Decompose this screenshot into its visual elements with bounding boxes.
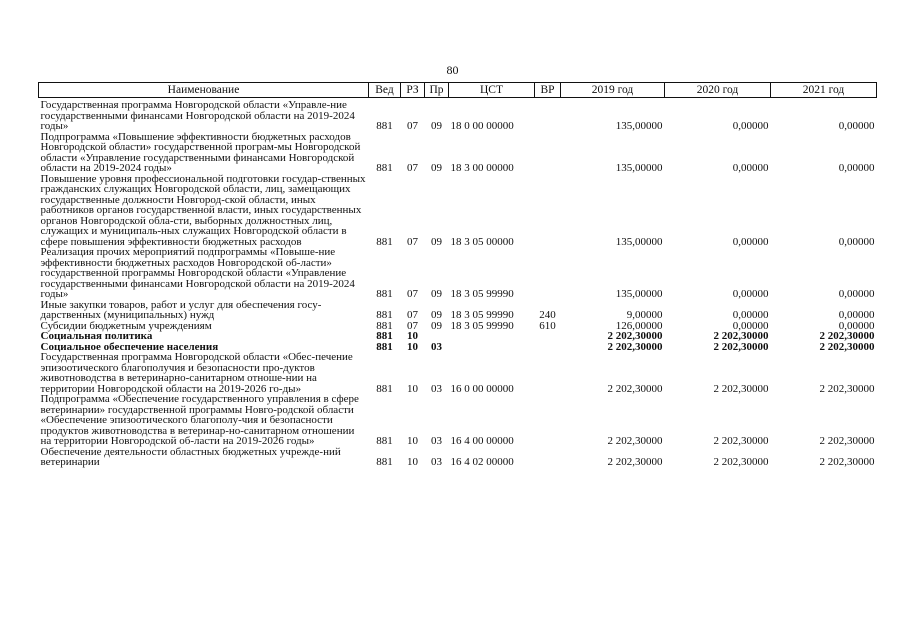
table-row xyxy=(39,331,877,342)
row-cst-cell xyxy=(449,342,535,353)
row-vr-cell xyxy=(535,447,561,468)
row-cst-cell: 18 3 05 99990 xyxy=(450,288,514,300)
row-name-cell: Субсидии бюджетным учреждениям xyxy=(40,319,212,332)
row-2020-cell: 0,00000 xyxy=(732,319,769,332)
row-pr-cell: 03 xyxy=(431,382,442,395)
row-ved-cell: 881 xyxy=(376,235,393,248)
row-cst-cell xyxy=(449,331,535,342)
row-name-cell: Повышение уровня профессиональной подготовки государ-ственных гражданских служащих Новгородской области, лиц, замещающих государственные должности Новгород-ской области, иных работников органов государственной власти, иных государственных органов Новгородской обла-сти, выборных должностных лиц, служащих и муниципаль-ных служащих Новгородской области в сфере повышения эффективности бюджетных расходов xyxy=(40,172,366,248)
row-2021-cell: 0,00000 xyxy=(838,309,875,321)
row-name-cell: Иные закупки товаров, работ и услуг для обеспечения госу-дарственных (муниципальных) нужд xyxy=(40,298,322,321)
row-name-cell: Обеспечение деятельности областных бюджетных учрежде-ний ветеринарии xyxy=(40,445,341,468)
header-vr: ВР xyxy=(535,83,561,98)
row-2020-cell: 0,00000 xyxy=(732,309,769,321)
row-cst-cell: 18 0 00 00000 xyxy=(450,120,514,132)
page-number: 80 xyxy=(446,63,459,77)
row-name-cell: Реализация прочих мероприятий подпрограммы «Повыше-ние эффективности бюджетных расходов Новгородской об-ласти» государственной программы Новгородской области «Управление государственными финансами Новгородской области на 2019-2024 годы» xyxy=(40,246,355,300)
row-vr-cell: 610 xyxy=(539,319,556,332)
row-2021-cell: 2 202,30000 xyxy=(819,382,875,395)
row-vr-cell xyxy=(535,352,561,394)
row-ved-cell: 881 xyxy=(376,456,393,468)
row-ved-cell: 881 xyxy=(376,319,393,332)
row-2020-cell: 0,00000 xyxy=(732,120,769,132)
row-2019-cell: 2 202,30000 xyxy=(607,382,663,395)
budget-table xyxy=(38,82,877,468)
row-2019-cell: 2 202,30000 xyxy=(607,456,663,468)
row-rz-cell: 10 xyxy=(407,382,418,395)
row-pr-cell: 09 xyxy=(431,309,442,321)
row-ved-cell: 881 xyxy=(376,330,393,342)
row-vr-cell xyxy=(535,331,561,342)
header-2021: 2021 год xyxy=(771,83,877,98)
table-header-row xyxy=(39,83,877,98)
table-row xyxy=(39,447,877,468)
row-2019-cell: 135,00000 xyxy=(615,288,663,300)
row-2020-cell: 0,00000 xyxy=(732,235,769,248)
table-row xyxy=(39,247,877,300)
row-vr-cell xyxy=(535,98,561,132)
table-row xyxy=(39,132,877,174)
header-rz: РЗ xyxy=(401,83,425,98)
row-2021-cell: 0,00000 xyxy=(838,319,875,332)
row-rz-cell: 10 xyxy=(407,330,418,342)
table-row xyxy=(39,352,877,394)
row-2020-cell: 2 202,30000 xyxy=(713,340,769,353)
row-ved-cell: 881 xyxy=(376,288,393,300)
row-2019-cell: 126,00000 xyxy=(615,319,663,332)
row-pr-cell: 09 xyxy=(431,288,442,300)
row-rz-cell: 10 xyxy=(407,435,418,447)
row-2021-cell: 2 202,30000 xyxy=(819,340,875,353)
row-cst-cell: 16 4 02 00000 xyxy=(450,456,514,468)
row-name-cell: Подпрограмма «Повышение эффективности бюджетных расходов Новгородской области» государственной програм-мы Новгородской области «Управление государственными финансами Новгородской области на 2019-2024 годы» xyxy=(40,130,361,174)
row-pr-cell: 09 xyxy=(431,162,442,174)
row-2020-cell: 2 202,30000 xyxy=(713,330,769,342)
row-2021-cell: 2 202,30000 xyxy=(819,435,875,447)
row-rz-cell: 07 xyxy=(407,288,418,300)
table-row xyxy=(39,98,877,132)
row-2021-cell: 0,00000 xyxy=(838,120,875,132)
row-pr-cell: 03 xyxy=(431,435,442,447)
row-vr-cell: 240 xyxy=(539,309,556,321)
row-2019-cell: 9,00000 xyxy=(626,309,663,321)
row-name-cell: Подпрограмма «Обеспечение государственного управления в сфере ветеринарии» государственной программы Новго-родской области «Обеспечение эпизоотического благополу-чия и безопасности продуктов животноводства в ветеринар-но-санитарном отношении на территории Новгородской об-ласти на 2019-2026 годы» xyxy=(40,393,359,447)
row-2021-cell: 0,00000 xyxy=(838,235,875,248)
row-2021-cell: 2 202,30000 xyxy=(819,330,875,342)
row-2020-cell: 0,00000 xyxy=(732,162,769,174)
row-ved-cell: 881 xyxy=(376,309,393,321)
row-2020-cell: 2 202,30000 xyxy=(713,382,769,395)
row-cst-cell: 16 0 00 00000 xyxy=(450,382,514,395)
row-vr-cell xyxy=(535,132,561,174)
row-2021-cell: 0,00000 xyxy=(838,162,875,174)
row-cst-cell: 18 3 05 00000 xyxy=(450,235,514,248)
row-cst-cell: 18 3 05 99990 xyxy=(450,309,514,321)
row-rz-cell: 07 xyxy=(407,319,418,332)
row-vr-cell xyxy=(535,342,561,353)
row-2020-cell: 2 202,30000 xyxy=(713,435,769,447)
row-name-cell: Социальная политика xyxy=(40,330,153,342)
table-row xyxy=(39,300,877,321)
row-2019-cell: 2 202,30000 xyxy=(607,330,663,342)
row-pr-cell: 09 xyxy=(431,120,442,132)
row-2019-cell: 2 202,30000 xyxy=(607,340,663,353)
row-rz-cell: 10 xyxy=(407,340,418,353)
row-ved-cell: 881 xyxy=(376,120,393,132)
header-cst: ЦСТ xyxy=(449,83,535,98)
row-vr-cell xyxy=(535,247,561,300)
row-2020-cell: 0,00000 xyxy=(732,288,769,300)
row-rz-cell: 07 xyxy=(407,235,418,248)
row-name-cell: Государственная программа Новгородской области «Управле-ние государственными финансами Новгородской области на 2019-2024 годы» xyxy=(40,99,355,132)
row-pr-cell: 09 xyxy=(431,235,442,248)
header-name: Наименование xyxy=(39,83,369,98)
header-pr: Пр xyxy=(425,83,449,98)
row-2019-cell: 135,00000 xyxy=(615,162,663,174)
row-vr-cell xyxy=(535,394,561,447)
header-ved: Вед xyxy=(369,83,401,98)
row-name-cell: Государственная программа Новгородской области «Обес-печение эпизоотического благополучия и безопасности про-дуктов животноводства в ветеринарно-санитарном отноше-нии на территории Новгородской области на 2019-2026 го-ды» xyxy=(40,351,353,395)
row-2019-cell: 2 202,30000 xyxy=(607,435,663,447)
row-pr-cell: 03 xyxy=(431,456,442,468)
row-pr-cell xyxy=(425,331,449,342)
row-pr-cell: 09 xyxy=(431,319,442,332)
row-rz-cell: 07 xyxy=(407,120,418,132)
row-cst-cell: 16 4 00 00000 xyxy=(450,435,514,447)
row-cst-cell: 18 3 00 00000 xyxy=(450,162,514,174)
table-row xyxy=(39,394,877,447)
header-2019: 2019 год xyxy=(561,83,665,98)
row-vr-cell xyxy=(535,174,561,248)
row-ved-cell: 881 xyxy=(376,382,393,395)
row-name-cell: Социальное обеспечение населения xyxy=(40,340,219,353)
row-cst-cell: 18 3 05 99990 xyxy=(450,319,514,332)
row-2021-cell: 0,00000 xyxy=(838,288,875,300)
row-rz-cell: 10 xyxy=(407,456,418,468)
row-ved-cell: 881 xyxy=(376,435,393,447)
row-rz-cell: 07 xyxy=(407,162,418,174)
row-rz-cell: 07 xyxy=(407,309,418,321)
header-2020: 2020 год xyxy=(665,83,771,98)
row-ved-cell: 881 xyxy=(376,340,393,353)
row-ved-cell: 881 xyxy=(376,162,393,174)
row-pr-cell: 03 xyxy=(431,340,442,353)
row-2020-cell: 2 202,30000 xyxy=(713,456,769,468)
table-row xyxy=(39,174,877,248)
row-2021-cell: 2 202,30000 xyxy=(819,456,875,468)
row-2019-cell: 135,00000 xyxy=(615,120,663,132)
row-2019-cell: 135,00000 xyxy=(615,235,663,248)
table-body xyxy=(39,98,877,468)
